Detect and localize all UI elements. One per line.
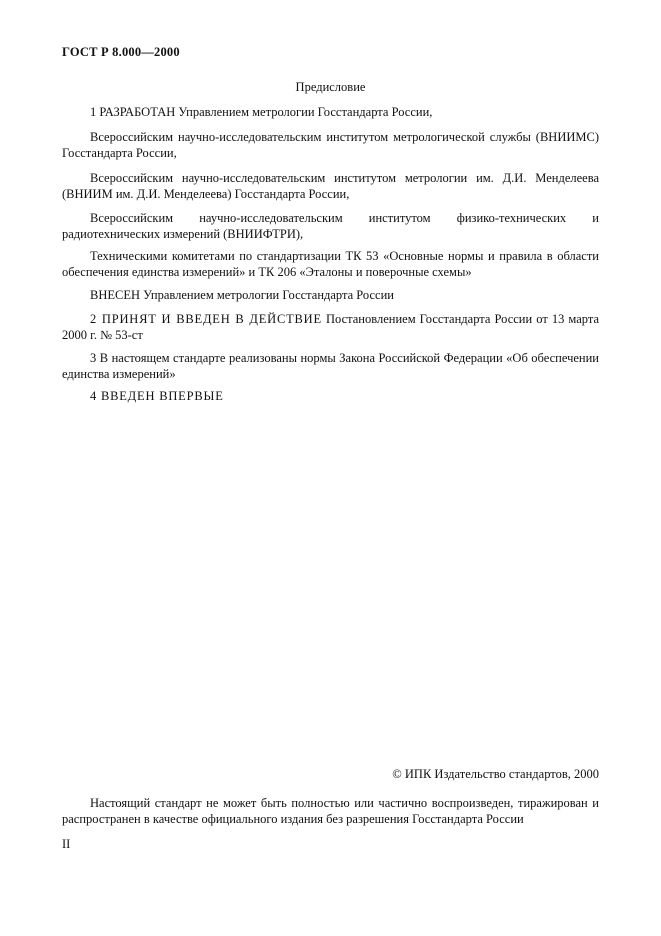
paragraph-developed <box>62 104 599 120</box>
paragraph-vniiftri: Всероссийским научно-исследовательским институтом физико-технических и радиотехнических измерений (ВНИИФТРИ), <box>62 211 599 241</box>
paragraph-lead: ВНЕСЕН <box>90 288 140 302</box>
paragraph-introduced <box>62 287 599 303</box>
paragraph-first-time <box>62 388 599 404</box>
copyright-line: © ИПК Издательство стандартов, 2000 <box>392 767 599 781</box>
section-title: Предисловие <box>295 80 366 94</box>
page-number: II <box>62 837 71 851</box>
paragraph-text: Управлением метрологии Госстандарта России, <box>175 105 433 119</box>
paragraph-text: 4 ВВЕДЕН ВПЕРВЫЕ <box>90 389 224 403</box>
paragraph-adopted <box>62 311 599 343</box>
reproduction-notice: Настоящий стандарт не может быть полностью или частично воспроизведен, тиражирован и распространен в качестве официального издания без разрешения Госстандарта России <box>62 796 599 826</box>
paragraph-lead: 1 РАЗРАБОТАН <box>90 105 176 119</box>
paragraph-text: Постановлением Госстандарта России от 13 марта 2000 г. № 53-ст <box>62 312 600 342</box>
paragraph-vniims: Всероссийским научно-исследовательским институтом метрологической службы (ВНИИМС) Госстандарта России, <box>62 130 599 160</box>
paragraph-law: 3 В настоящем стандарте реализованы нормы Закона Российской Федерации «Об обеспечении единства измерений» <box>62 351 599 381</box>
document-code: ГОСТ Р 8.000—2000 <box>62 45 180 59</box>
paragraph-text: Управлением метрологии Госстандарта России <box>140 288 394 302</box>
paragraph-committees: Техническими комитетами по стандартизации ТК 53 «Основные нормы и правила в области обеспечения единства измерений» и ТК 206 «Эталоны и поверочные схемы» <box>62 249 599 279</box>
paragraph-vniim: Всероссийским научно-исследовательским институтом метрологии им. Д.И. Менделеева (ВНИИМ им. Д.И. Менделеева) Госстандарта России, <box>62 171 599 201</box>
paragraph-lead: 2 ПРИНЯТ И ВВЕДЕН В ДЕЙСТВИЕ <box>90 312 322 326</box>
